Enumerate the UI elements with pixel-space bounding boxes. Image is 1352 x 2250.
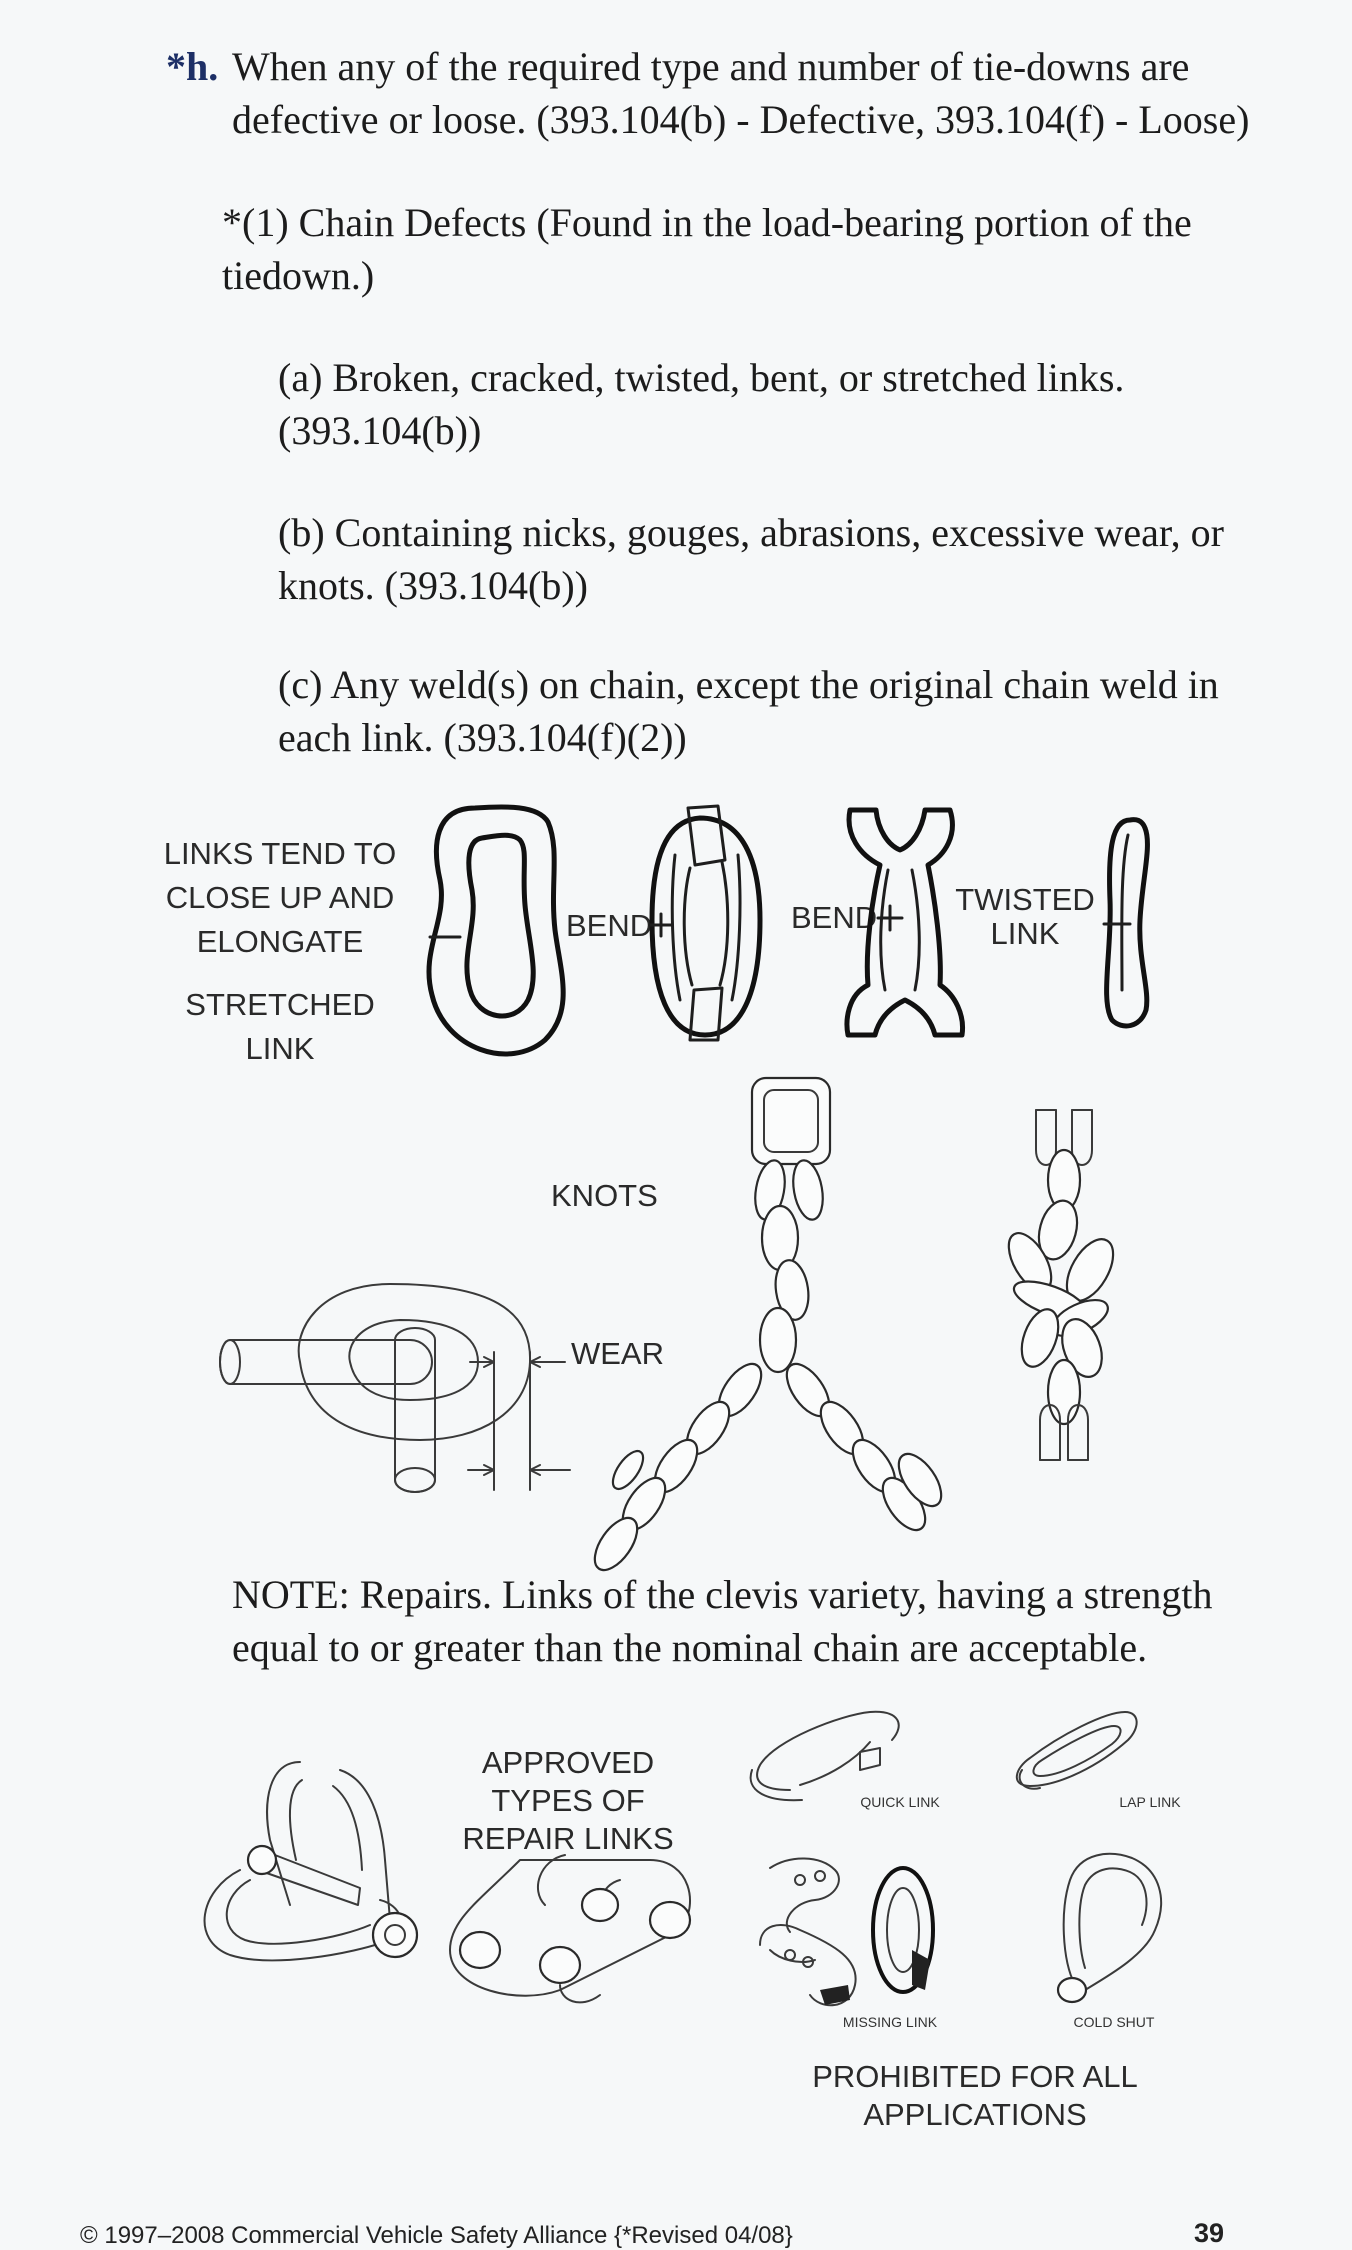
stretched-link-illustration <box>429 807 563 1054</box>
approved-line1: APPROVED TYPES OF <box>481 1745 655 1818</box>
approved-line2: REPAIR LINKS <box>462 1821 674 1856</box>
chain-bridle-illustration <box>587 1078 950 1577</box>
section-h-line1: When any of the required type and number of tie-downs are <box>232 44 1190 89</box>
cold-shut-illustration <box>1058 1854 1161 2002</box>
lap-link-illustration <box>1017 1712 1137 1789</box>
bent-link-2-illustration <box>847 810 963 1035</box>
prohibited-line1: PROHIBITED FOR ALL <box>812 2059 1138 2094</box>
lap-link-label: LAP LINK <box>1119 1794 1181 1810</box>
section-h-line2: defective or loose. (393.104(b) - Defective, 393.104(f) - Loose) <box>232 97 1250 142</box>
bend-label-2: BEND <box>791 900 878 935</box>
copyright-footer: © 1997–2008 Commercial Vehicle Safety Alliance {*Revised 04/08} <box>80 2222 793 2249</box>
close-up-line1: LINKS TEND TO <box>163 836 397 871</box>
quick-link-illustration <box>751 1712 899 1800</box>
quick-link-label: QUICK LINK <box>860 1794 940 1810</box>
item-a-line2: (393.104(b)) <box>278 408 482 453</box>
worn-link-illustration <box>220 1284 570 1492</box>
clevis-shackle-illustration <box>205 1762 417 1960</box>
close-up-line2: CLOSE UP AND <box>165 880 395 915</box>
close-up-line3: ELONGATE <box>196 924 364 959</box>
bent-link-1-illustration <box>650 806 760 1040</box>
twisted-link-illustration <box>1104 820 1147 1026</box>
missing-link-label: MISSING LINK <box>842 2014 938 2030</box>
section-marker: *h. <box>166 44 219 89</box>
double-clevis-link-illustration <box>450 1855 690 2002</box>
item-b-line2: knots. (393.104(b)) <box>278 563 588 608</box>
note-line1: NOTE: Repairs. Links of the clevis variety, having a strength <box>232 1572 1213 1617</box>
prohibited-line2: APPLICATIONS <box>863 2097 1087 2132</box>
twisted-line2: LINK <box>990 916 1060 951</box>
wear-label: WEAR <box>571 1336 664 1371</box>
item-c-line2: each link. (393.104(f)(2)) <box>278 715 687 760</box>
note-line2: equal to or greater than the nominal chain are acceptable. <box>232 1625 1148 1670</box>
bend-label-1: BEND <box>566 908 653 943</box>
cold-shut-label: COLD SHUT <box>1073 2014 1155 2030</box>
twisted-line1: TWISTED <box>955 882 1095 917</box>
chain-defects-line1: *(1) Chain Defects (Found in the load-bearing portion of the <box>222 200 1192 245</box>
knots-label: KNOTS <box>551 1178 658 1213</box>
item-b-line1: (b) Containing nicks, gouges, abrasions, excessive wear, or <box>278 510 1224 555</box>
item-a-line1: (a) Broken, cracked, twisted, bent, or stretched links. <box>278 355 1125 400</box>
page-number: 39 <box>1194 2218 1225 2248</box>
missing-link-illustration <box>760 1858 933 2005</box>
knotted-chain-illustration <box>1000 1110 1122 1460</box>
item-c-line1: (c) Any weld(s) on chain, except the original chain weld in <box>278 662 1219 707</box>
stretched-link-label: STRETCHED LINK <box>185 987 375 1066</box>
chain-defects-line2: tiedown.) <box>222 253 375 298</box>
